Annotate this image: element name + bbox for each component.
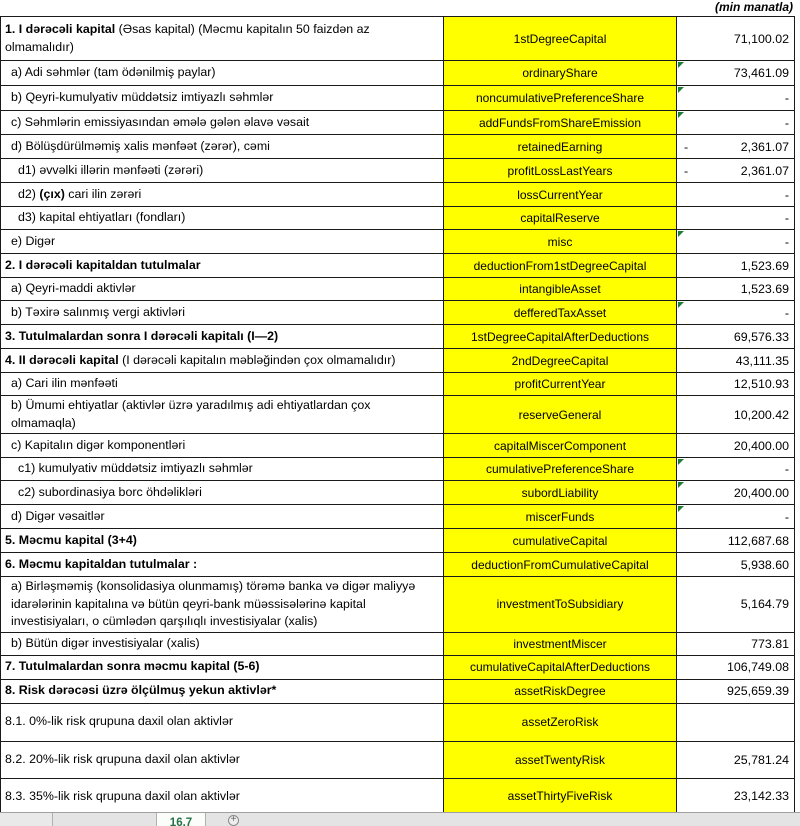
value-cell[interactable] — [677, 325, 795, 349]
description-cell[interactable] — [1, 373, 444, 396]
table-row — [1, 481, 795, 505]
table-row — [1, 655, 795, 679]
description-cell[interactable] — [1, 159, 444, 183]
value-cell[interactable] — [677, 349, 795, 373]
error-indicator-icon — [678, 87, 684, 93]
value-cell[interactable] — [677, 577, 795, 633]
value-cell[interactable] — [677, 230, 795, 254]
value-cell[interactable] — [677, 135, 795, 159]
description-text: a) Adi səhmlər (tam ödənilmiş paylar) — [11, 65, 216, 80]
table-row — [1, 349, 795, 373]
value-cell[interactable] — [677, 159, 795, 183]
cell-value: 12,510.93 — [733, 377, 789, 391]
add-sheet-icon[interactable]: + — [228, 815, 239, 826]
table-row — [1, 111, 795, 135]
code-cell[interactable]: 1stDegreeCapital — [444, 17, 677, 61]
code-cell[interactable]: 1stDegreeCapitalAfterDeductions — [444, 325, 677, 349]
table-row — [1, 254, 795, 278]
description-text: a) Qeyri-maddi aktivlər — [11, 281, 136, 296]
description-text: c) Kapitalın digər komponentləri — [11, 437, 186, 452]
description-text-bold: 6. Məcmu kapitaldan tutulmalar : — [5, 556, 198, 571]
table-row — [1, 703, 795, 741]
description-cell[interactable] — [1, 553, 444, 577]
description-text: c2) subordinasiya borc öhdəlikləri — [18, 484, 202, 499]
table-row — [1, 434, 795, 458]
value-cell[interactable] — [677, 703, 795, 741]
cell-value: 925,659.39 — [726, 684, 789, 698]
description-text: e) Digər — [11, 233, 56, 248]
table-row — [1, 529, 795, 553]
negative-sign: - — [684, 163, 689, 178]
cell-value: - — [784, 509, 789, 524]
code-cell[interactable]: assetThirtyFiveRisk — [444, 778, 677, 815]
description-cell[interactable] — [1, 325, 444, 349]
value-cell[interactable] — [677, 278, 795, 301]
code-cell[interactable]: cumulativePreferenceShare — [444, 458, 677, 481]
sheet-tab-label: 16.7 — [169, 817, 193, 826]
description-text-bold: (çıx) — [39, 186, 69, 201]
cell-value: - — [784, 115, 789, 130]
table-row — [1, 17, 795, 61]
table-row — [1, 458, 795, 481]
code-cell[interactable]: investmentMiscer — [444, 632, 677, 655]
description-text: d3) kapital ehtiyatları (fondları) — [18, 210, 186, 225]
description-cell[interactable] — [1, 632, 444, 655]
description-text: a) Cari ilin mənfəəti — [11, 376, 118, 391]
sheet-tab-partial[interactable] — [0, 813, 53, 826]
description-cell[interactable] — [1, 458, 444, 481]
error-indicator-icon — [678, 302, 684, 308]
error-indicator-icon — [678, 506, 684, 512]
value-cell[interactable] — [677, 434, 795, 458]
cell-value: - — [784, 91, 789, 105]
description-cell[interactable] — [1, 577, 444, 633]
cell-value: 2,361.07 — [740, 139, 789, 154]
code-cell[interactable]: ordinaryShare — [444, 61, 677, 86]
description-cell[interactable] — [1, 505, 444, 529]
description-cell[interactable] — [1, 679, 444, 703]
cell-value: 43,111.35 — [735, 353, 789, 368]
cell-value: 73,461.09 — [733, 66, 789, 80]
table-row — [1, 325, 795, 349]
description-cell[interactable] — [1, 778, 444, 815]
cell-value: 1,523.69 — [740, 282, 789, 296]
description-text-bold: 8. Risk dərəcəsi üzrə ölçülmuş yekun aktivlər* — [5, 683, 277, 698]
description-cell[interactable] — [1, 434, 444, 458]
error-indicator-icon — [678, 482, 684, 488]
value-cell[interactable] — [677, 207, 795, 230]
code-cell[interactable]: 2ndDegreeCapital — [444, 349, 677, 373]
description-cell[interactable] — [1, 111, 444, 135]
code-cell[interactable]: capitalReserve — [444, 207, 677, 230]
description-cell[interactable] — [1, 86, 444, 111]
description-text-bold: 5. Məcmu kapital (3+4) — [5, 532, 137, 547]
description-cell[interactable] — [1, 349, 444, 373]
description-text: c) Səhmlərin emissiyasından əmələ gələn əlavə vəsait — [11, 114, 310, 129]
table-row — [1, 207, 795, 230]
table-row — [1, 61, 795, 86]
value-cell[interactable] — [677, 86, 795, 111]
description-cell[interactable] — [1, 230, 444, 254]
table-row — [1, 373, 795, 396]
description-cell[interactable] — [1, 529, 444, 553]
description-cell[interactable] — [1, 301, 444, 325]
value-cell[interactable] — [677, 373, 795, 396]
code-cell[interactable]: deductionFrom1stDegreeCapital — [444, 254, 677, 278]
table-row — [1, 183, 795, 207]
table-row — [1, 577, 795, 633]
cell-value: 71,100.02 — [733, 31, 789, 46]
description-text-bold: 7. Tutulmalardan sonra məcmu kapital (5-6) — [5, 659, 260, 674]
value-cell[interactable] — [677, 458, 795, 481]
code-cell[interactable]: noncumulativePreferenceShare — [444, 86, 677, 111]
table-row — [1, 278, 795, 301]
description-cell[interactable] — [1, 655, 444, 679]
description-cell[interactable] — [1, 183, 444, 207]
code-cell[interactable]: cumulativeCapital — [444, 529, 677, 553]
code-cell[interactable]: intangibleAsset — [444, 278, 677, 301]
value-cell[interactable] — [677, 111, 795, 135]
description-cell[interactable] — [1, 396, 444, 434]
description-text: d) Digər vəsaitlər — [11, 508, 105, 523]
description-text: d) Bölüşdürülməmiş xalis mənfəət (zərər), cəmi — [11, 138, 270, 153]
description-text: b) Qeyri-kumulyativ müddətsiz imtiyazlı səhmlər — [11, 90, 274, 105]
description-text: 8.1. 0%-lik risk qrupuna daxil olan aktivlər — [5, 714, 233, 729]
description-cell[interactable] — [1, 17, 444, 61]
value-cell[interactable] — [677, 778, 795, 815]
value-cell[interactable] — [677, 741, 795, 778]
units-label: (min manatla) — [714, 0, 793, 14]
cell-value: 25,781.24 — [733, 752, 789, 767]
cell-value: 20,400.00 — [733, 438, 789, 453]
code-cell[interactable]: profitLossLastYears — [444, 159, 677, 183]
table-row — [1, 396, 795, 434]
cell-value: 1,523.69 — [740, 258, 789, 273]
description-text-bold: 3. Tutulmalardan sonra I dərəcəli kapitalı (I—2) — [5, 328, 279, 343]
code-cell[interactable]: assetZeroRisk — [444, 703, 677, 741]
sheet-tab-bar — [0, 812, 800, 826]
capital-report-table — [0, 16, 795, 816]
code-cell[interactable]: addFundsFromShareEmission — [444, 111, 677, 135]
cell-value: 773.81 — [751, 636, 789, 651]
value-cell[interactable] — [677, 632, 795, 655]
value-cell[interactable] — [677, 505, 795, 529]
code-cell[interactable]: assetTwentyRisk — [444, 741, 677, 778]
description-text: 8.3. 35%-lik risk qrupuna daxil olan aktivlər — [5, 788, 240, 803]
table-row — [1, 86, 795, 111]
cell-value: 2,361.07 — [740, 163, 789, 178]
cell-value: 20,400.00 — [733, 485, 789, 500]
description-text: d1) əvvəlki illərin mənfəəti (zərəri) — [18, 162, 204, 177]
table-row — [1, 553, 795, 577]
description-text: a) Birləşməmiş (konsolidasiya olunmamış) törəmə banka və digər maliyyə idarələrinin kapitalına və bütün qeyri-bank müəssisələrinə kapital investisiyaları, o cümlədən qarşılıqlı investisiyalar (xalis) — [11, 579, 416, 628]
description-text: b) Təxirə salınmış vergi aktivləri — [11, 304, 185, 319]
value-cell[interactable] — [677, 301, 795, 325]
cell-value: 5,938.60 — [740, 557, 789, 572]
value-cell[interactable] — [677, 655, 795, 679]
cell-value: 106,749.08 — [726, 660, 789, 674]
description-text: d2) — [18, 186, 40, 201]
cell-value: 5,164.79 — [740, 597, 789, 612]
cell-value: - — [784, 462, 789, 476]
description-cell[interactable] — [1, 135, 444, 159]
code-cell[interactable]: reserveGeneral — [444, 396, 677, 434]
value-cell[interactable] — [677, 61, 795, 86]
error-indicator-icon — [678, 459, 684, 465]
table-row — [1, 778, 795, 815]
code-cell[interactable]: investmentToSubsidiary — [444, 577, 677, 633]
description-text: cari ilin zərəri — [68, 186, 142, 201]
code-cell[interactable]: assetRiskDegree — [444, 679, 677, 703]
description-cell[interactable] — [1, 481, 444, 505]
code-cell[interactable]: deductionFromCumulativeCapital — [444, 553, 677, 577]
cell-value: - — [784, 234, 789, 249]
sheet-tab-active[interactable] — [156, 813, 206, 826]
description-cell[interactable] — [1, 741, 444, 778]
cell-value: - — [784, 187, 789, 202]
table-row — [1, 632, 795, 655]
table-row — [1, 741, 795, 778]
table-row — [1, 159, 795, 183]
description-cell[interactable] — [1, 254, 444, 278]
cell-value: 112,687.68 — [727, 533, 789, 548]
cell-value: - — [784, 305, 789, 320]
value-cell[interactable] — [677, 396, 795, 434]
code-cell[interactable]: subordLiability — [444, 481, 677, 505]
error-indicator-icon — [678, 112, 684, 118]
error-indicator-icon — [678, 231, 684, 237]
value-cell[interactable] — [677, 254, 795, 278]
cell-value: - — [784, 211, 789, 225]
code-cell[interactable]: retainedEarning — [444, 135, 677, 159]
table-row — [1, 301, 795, 325]
value-cell[interactable] — [677, 553, 795, 577]
description-cell[interactable] — [1, 207, 444, 230]
description-text: b) Ümumi ehtiyatlar (aktivlər üzrə yaradılmış adi ehtiyatlardan çox olmamaqla) — [11, 398, 371, 430]
table-row — [1, 679, 795, 703]
value-cell[interactable] — [677, 679, 795, 703]
description-text: 8.2. 20%-lik risk qrupuna daxil olan aktivlər — [5, 751, 240, 766]
value-cell[interactable] — [677, 529, 795, 553]
cell-value: 23,142.33 — [733, 789, 789, 804]
code-cell[interactable]: miscerFunds — [444, 505, 677, 529]
code-cell[interactable]: cumulativeCapitalAfterDeductions — [444, 655, 677, 679]
description-text: c1) kumulyativ müddətsiz imtiyazlı səhmlər — [18, 461, 253, 476]
description-text-bold: 1. I dərəcəli kapital — [5, 22, 119, 36]
description-cell[interactable] — [1, 278, 444, 301]
code-cell[interactable]: profitCurrentYear — [444, 373, 677, 396]
description-text: b) Bütün digər investisiyalar (xalis) — [11, 635, 200, 650]
value-cell[interactable] — [677, 183, 795, 207]
table-row — [1, 505, 795, 529]
code-cell[interactable]: defferedTaxAsset — [444, 301, 677, 325]
description-cell[interactable] — [1, 61, 444, 86]
description-text: (I dərəcəli kapitalın məbləğindən çox olmamalıdır) — [122, 352, 396, 367]
description-text-bold: 2. I dərəcəli kapitaldan tutulmalar — [5, 257, 201, 272]
description-cell[interactable] — [1, 703, 444, 741]
description-text-bold: 4. II dərəcəli kapital — [5, 352, 123, 367]
code-cell[interactable]: lossCurrentYear — [444, 183, 677, 207]
code-cell[interactable]: capitalMiscerComponent — [444, 434, 677, 458]
negative-sign: - — [684, 139, 689, 154]
value-cell[interactable] — [677, 481, 795, 505]
code-cell[interactable]: misc — [444, 230, 677, 254]
description-text: (Əsas kapital) (Məcmu kapitalın 50 faizdən az olmamalıdır) — [5, 22, 370, 54]
cell-value: 69,576.33 — [733, 329, 789, 344]
value-cell[interactable] — [677, 17, 795, 61]
table-row — [1, 230, 795, 254]
error-indicator-icon — [678, 62, 684, 68]
cell-value: 10,200.42 — [733, 407, 789, 422]
table-row — [1, 135, 795, 159]
